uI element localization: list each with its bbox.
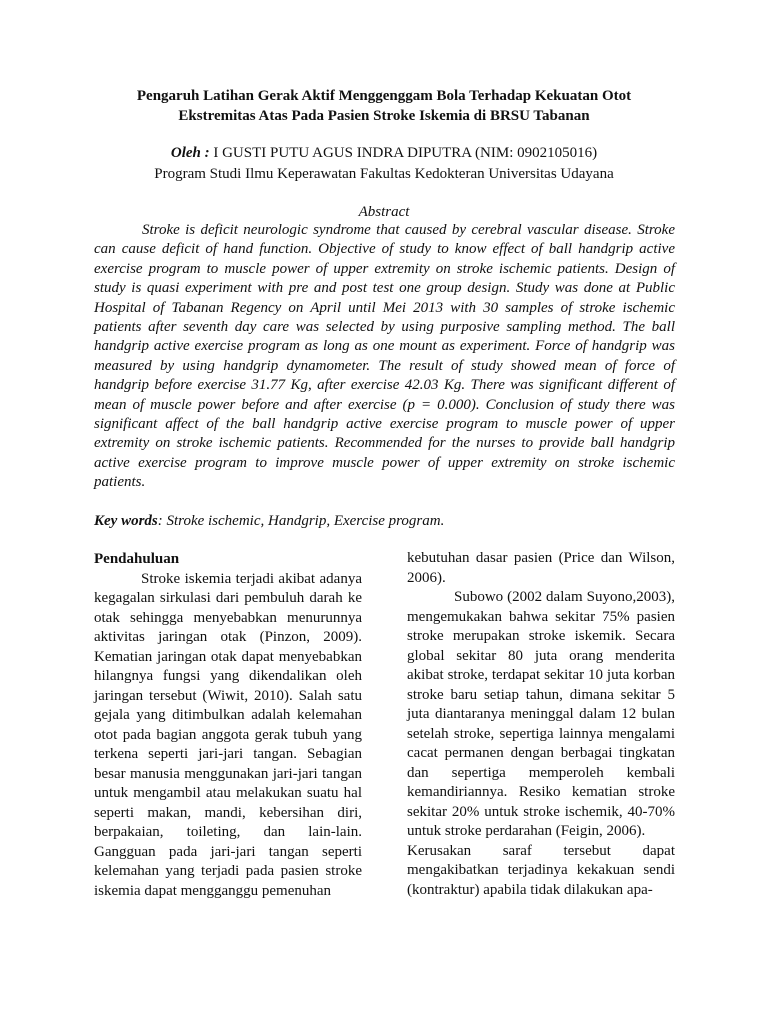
body-column-left <box>94 550 362 901</box>
keywords-label: Key words <box>94 513 158 529</box>
keywords-line <box>94 512 675 531</box>
paragraph: kebutuhan dasar pasien (Price dan Wilson, 2006). <box>407 550 675 586</box>
abstract-text: Stroke is deficit neurologic syndrome that caused by cerebral vascular disease. Stroke can cause deficit of hand function. Objective of study to know effect of ball handgrip active exercise program to muscle power of upper extremity on stroke ischemic patients. Design of study is quasi experiment with pre and post test one group design. Study was done at Public Hospital of Tabanan Regency on April until Mei 2013 with 30 samples of stroke ischemic patients after seventh day care was selected by using purposive sampling method. The ball handgrip active exercise program as long as one mount as experiment. Force of handgrip was measured by using handgrip dynamometer. The result of study showed mean of force of handgrip before exercise 31.77 Kg, after exercise 42.03 Kg. There was significant different of mean of muscle power before and after exercise (p = 0.000). Conclusion of study there was significant affect of the ball handgrip active exercise program to muscle power of upper extremity on stroke ischemic patients. Recommended for the nurses to provide ball handgrip active exercise program to improve muscle power of upper extremity on stroke ischemic patients. <box>94 222 675 491</box>
body-column-right <box>407 549 675 900</box>
author-line <box>90 143 678 163</box>
author-name: I GUSTI PUTU AGUS INDRA DIPUTRA (NIM: 0902105016) <box>209 145 598 161</box>
paragraph: Kerusakan saraf tersebut dapat mengakibatkan terjadinya kekakuan sendi (kontraktur) apabila tidak dilakukan apa- <box>407 842 675 898</box>
paragraph: Stroke iskemia terjadi akibat adanya kegagalan sirkulasi dari pembuluh darah ke otak sehingga menyebabkan menurunnya aktivitas jaringan otak (Pinzon, 2009). Kematian jaringan otak dapat menyebabkan hilangnya fungsi yang dikendalikan oleh jaringan tersebut (Wiwit, 2010). Salah satu gejala yang ditimbulkan adalah kelemahan otot pada bagian anggota gerak tubuh yang terkena seperti jari-jari tangan. Sebagian besar manusia menggunakan jari-jari tangan untuk mengambil atau melakukan suatu hal seperti makan, mandi, kebersihan diri, berpakaian, toileting, dan lain-lain. Gangguan pada jari-jari tangan seperti kelemahan yang terjadi pada pasien stroke iskemia dapat mengganggu pemenuhan <box>94 570 362 899</box>
abstract-heading: Abstract <box>358 204 410 220</box>
title-line-1: Pengaruh Latihan Gerak Aktif Menggenggam Bola Terhadap Kekuatan Otot <box>136 88 632 104</box>
paper-title <box>90 86 678 126</box>
keywords-text: : Stroke ischemic, Handgrip, Exercise program. <box>157 513 445 529</box>
author-affiliation: Program Studi Ilmu Keperawatan Fakultas Kedokteran Universitas Udayana <box>154 166 614 182</box>
title-line-2: Ekstremitas Atas Pada Pasien Stroke Iskemia di BRSU Tabanan <box>178 108 590 124</box>
author-label: Oleh : <box>170 145 210 161</box>
paragraph: Subowo (2002 dalam Suyono,2003), mengemukakan bahwa sekitar 75% pasien stroke merupakan stroke iskemik. Secara global sekitar 80 juta orang menderita akibat stroke, terdapat sekitar 10 juta korban stroke baru setiap tahun, dimana sekitar 5 juta diantaranya meninggal dalam 12 bulan setelah stroke, sepertiga lainnya mengalami cacat permanen dengan berbagai tingkatan dan sepertiga memperoleh kembali kemandiriannya. Resiko kematian stroke sekitar 20% untuk stroke ischemik, 40-70% untuk stroke perdarahan (Feigin, 2006). <box>407 589 675 839</box>
section-heading: Pendahuluan <box>94 551 180 567</box>
